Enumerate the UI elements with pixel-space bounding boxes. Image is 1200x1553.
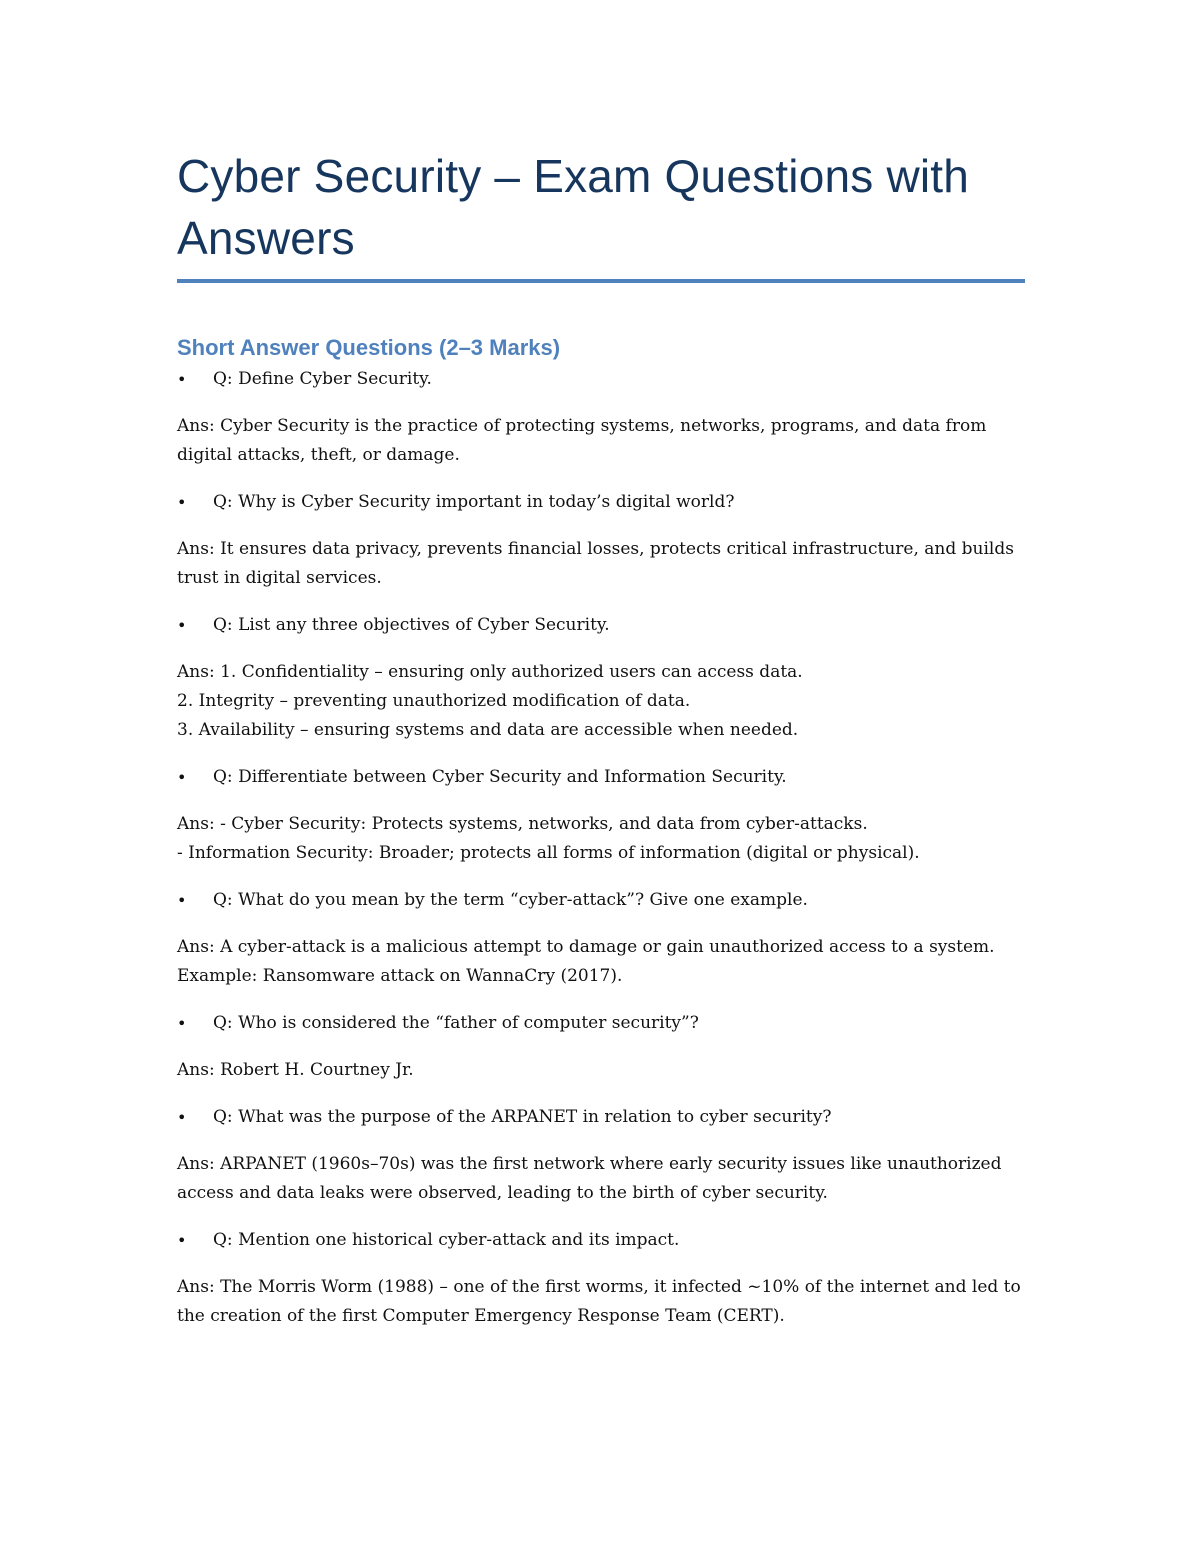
- bullet-icon: •: [177, 891, 187, 910]
- answer-line: Ans: - Cyber Security: Protects systems, networks, and data from cyber-attacks.: [177, 814, 868, 834]
- answer-line: Ans: 1. Confidentiality – ensuring only authorized users can access data.: [177, 662, 803, 682]
- answer: [177, 1273, 1025, 1331]
- question: [177, 763, 1025, 792]
- bullet-icon: •: [177, 1108, 187, 1127]
- bullet-icon: •: [177, 1231, 187, 1250]
- question: [177, 488, 1025, 517]
- qa-list: [177, 365, 1025, 1331]
- question-text: Q: Mention one historical cyber-attack and its impact.: [213, 1230, 680, 1250]
- answer-line: Ans: It ensures data privacy, prevents financial losses, protects critical infrastructure, and builds trust in digital services.: [177, 539, 1014, 588]
- qa-item: [177, 1226, 1025, 1331]
- bullet-icon: •: [177, 370, 187, 389]
- document-title: Cyber Security – Exam Questions with Answers: [177, 150, 970, 264]
- section-heading: Short Answer Questions (2–3 Marks): [177, 335, 561, 360]
- answer: [177, 412, 1025, 470]
- question-text: Q: Differentiate between Cyber Security and Information Security.: [213, 767, 787, 787]
- answer-line: 2. Integrity – preventing unauthorized modification of data.: [177, 691, 691, 711]
- answer: [177, 658, 1025, 745]
- bullet-icon: •: [177, 768, 187, 787]
- question-text: Q: What do you mean by the term “cyber-attack”? Give one example.: [213, 890, 808, 910]
- qa-item: [177, 763, 1025, 868]
- answer-line: Ans: ARPANET (1960s–70s) was the first network where early security issues like unauthorized access and data leaks were observed, leading to the birth of cyber security.: [177, 1154, 1002, 1203]
- question-text: Q: Why is Cyber Security important in today’s digital world?: [213, 492, 735, 512]
- answer-line: Ans: A cyber-attack is a malicious attempt to damage or gain unauthorized access to a system.: [177, 937, 995, 957]
- question-text: Q: Define Cyber Security.: [213, 369, 432, 389]
- answer-line: 3. Availability – ensuring systems and data are accessible when needed.: [177, 720, 799, 740]
- question: [177, 1009, 1025, 1038]
- answer-line: - Information Security: Broader; protects all forms of information (digital or physical).: [177, 843, 920, 863]
- bullet-icon: •: [177, 1014, 187, 1033]
- answer: [177, 933, 1025, 991]
- question: [177, 886, 1025, 915]
- answer-line: Example: Ransomware attack on WannaCry (2017).: [177, 966, 623, 986]
- answer-line: Ans: Robert H. Courtney Jr.: [177, 1060, 414, 1080]
- question-text: Q: List any three objectives of Cyber Security.: [213, 615, 610, 635]
- answer-line: Ans: Cyber Security is the practice of protecting systems, networks, programs, and data from digital attacks, theft, or damage.: [177, 416, 987, 465]
- question-text: Q: What was the purpose of the ARPANET in relation to cyber security?: [213, 1107, 832, 1127]
- question: [177, 611, 1025, 640]
- qa-item: [177, 1009, 1025, 1085]
- title-underline: [177, 279, 1025, 283]
- answer: [177, 535, 1025, 593]
- question: [177, 1103, 1025, 1132]
- qa-item: [177, 611, 1025, 745]
- document-page: [177, 145, 1025, 1331]
- answer: [177, 1056, 1025, 1085]
- qa-item: [177, 488, 1025, 593]
- answer: [177, 810, 1025, 868]
- question: [177, 365, 1025, 394]
- question: [177, 1226, 1025, 1255]
- answer-line: Ans: The Morris Worm (1988) – one of the first worms, it infected ~10% of the internet and led to the creation of the first Computer Emergency Response Team (CERT).: [177, 1277, 1021, 1326]
- qa-item: [177, 365, 1025, 470]
- qa-item: [177, 1103, 1025, 1208]
- question-text: Q: Who is considered the “father of computer security”?: [213, 1013, 699, 1033]
- bullet-icon: •: [177, 616, 187, 635]
- qa-item: [177, 886, 1025, 991]
- bullet-icon: •: [177, 493, 187, 512]
- answer: [177, 1150, 1025, 1208]
